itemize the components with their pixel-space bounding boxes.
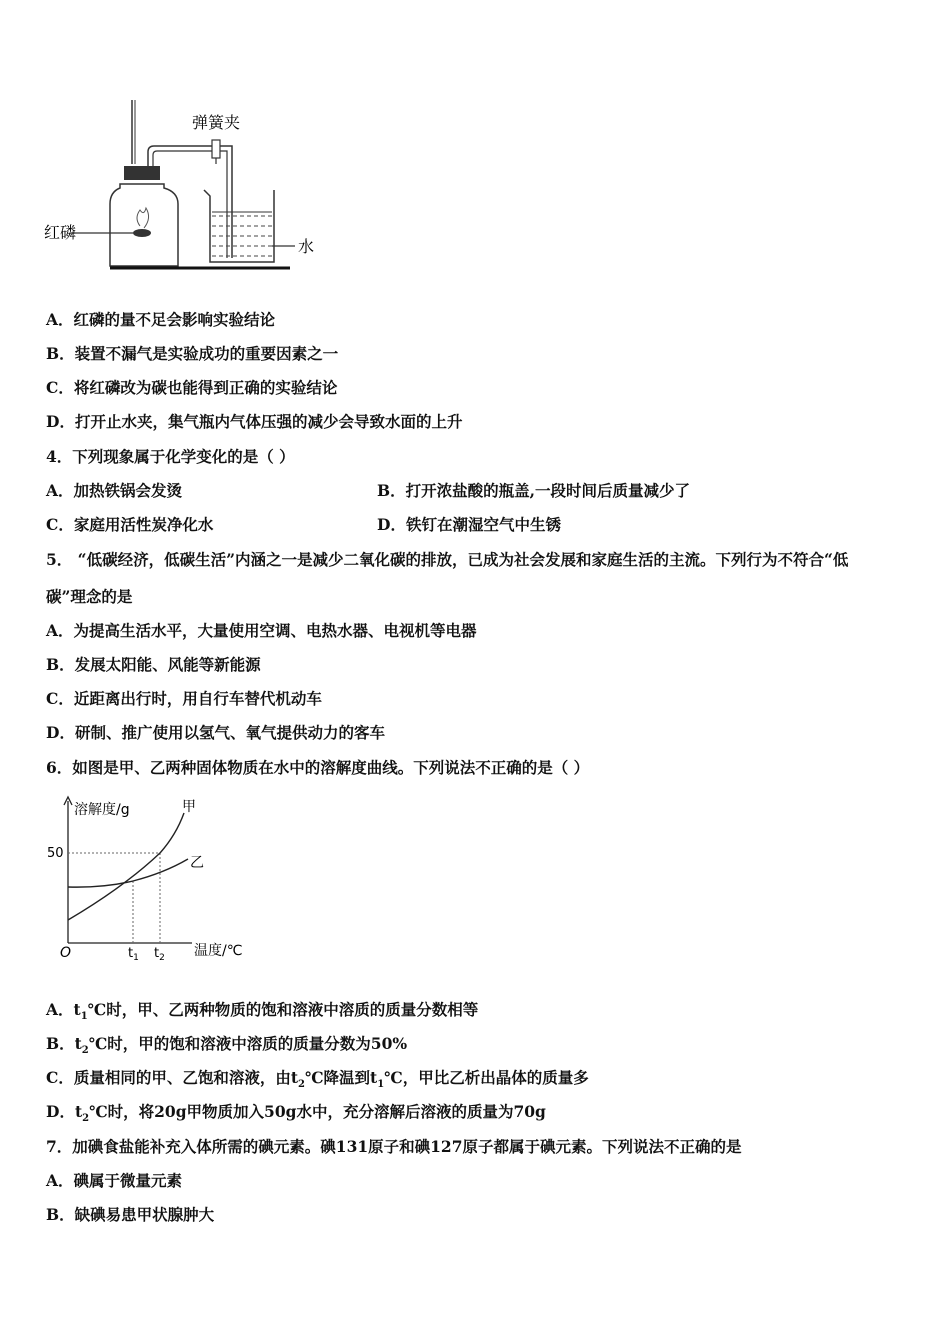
q6-option-c: C．质量相同的甲、乙饱和溶液，由$t_2℃$降温到$t_1℃$，甲比乙析出晶体的质量多 — [46, 1068, 589, 1091]
solubility-graph — [44, 795, 264, 970]
q4-option-d: D．铁钉在潮湿空气中生锈 — [377, 515, 561, 534]
clip-label: 弹簧夹 — [192, 113, 241, 132]
apparatus-figure — [40, 100, 340, 280]
q5-stem-line2: 碳”理念的是 — [46, 587, 133, 606]
q7-option-b: B．缺碘易患甲状腺肿大 — [46, 1205, 215, 1224]
t1-tick: $t_1$ — [128, 946, 139, 963]
q6-option-b: B．$t_2℃$时，甲的饱和溶液中溶质的质量分数为50% — [46, 1034, 408, 1057]
q6-stem: 6．如图是甲、乙两种固体物质在水中的溶解度曲线。下列说法不正确的是（ ） — [46, 758, 590, 777]
q4-option-a: A．加热铁锅会发烫 — [46, 481, 183, 500]
q5-option-d: D．研制、推广使用以氢气、氧气提供动力的客车 — [46, 723, 385, 742]
water-label: 水 — [298, 237, 315, 256]
q7-stem: 7．加碘食盐能补充入体所需的碘元素。碘131原子和碘127原子都属于碘元素。下列说法不正确的是 — [46, 1137, 742, 1156]
q3-option-b: B．装置不漏气是实验成功的重要因素之一 — [46, 344, 339, 363]
q5-option-a: A．为提高生活水平，大量使用空调、电热水器、电视机等电器 — [46, 621, 477, 640]
t2-tick: $t_2$ — [154, 946, 165, 963]
q6-option-a: A．$t_1℃$时，甲、乙两种物质的饱和溶液中溶质的质量分数相等 — [46, 1000, 479, 1023]
x-axis-label: 温度/℃ — [194, 943, 243, 959]
y-axis-label: 溶解度/g — [74, 802, 130, 818]
q4-option-b: B．打开浓盐酸的瓶盖,一段时间后质量减少了 — [377, 481, 690, 500]
q5-stem-line1: 5． “低碳经济，低碳生活”内涵之一是减少二氧化碳的排放，已成为社会发展和家庭生活的主流。下列行为不符合“低 — [46, 550, 849, 569]
curve-yi — [68, 859, 188, 887]
q4-option-c: C．家庭用活性炭净化水 — [46, 515, 214, 534]
q3-option-a: A．红磷的量不足会影响实验结论 — [46, 310, 276, 329]
q5-option-c: C．近距离出行时，用自行车替代机动车 — [46, 689, 322, 708]
origin-label: O — [60, 945, 72, 961]
phosphorus-label: 红磷 — [44, 223, 77, 242]
q7-option-a: A．碘属于微量元素 — [46, 1171, 183, 1190]
q5-option-b: B．发展太阳能、风能等新能源 — [46, 655, 261, 674]
curve-jia — [68, 813, 184, 920]
q3-option-d: D．打开止水夹，集气瓶内气体压强的减少会导致水面的上升 — [46, 412, 463, 431]
y-tick-50: 50 — [47, 846, 64, 861]
curve-yi-label: 乙 — [190, 855, 204, 871]
q4-stem: 4．下列现象属于化学变化的是（ ） — [46, 447, 295, 466]
curve-jia-label: 甲 — [182, 799, 196, 815]
q3-option-c: C．将红磷改为碳也能得到正确的实验结论 — [46, 378, 338, 397]
q6-option-d: D．$t_2℃$时，将20g甲物质加入50g水中，充分溶解后溶液的质量为70g — [46, 1102, 546, 1125]
